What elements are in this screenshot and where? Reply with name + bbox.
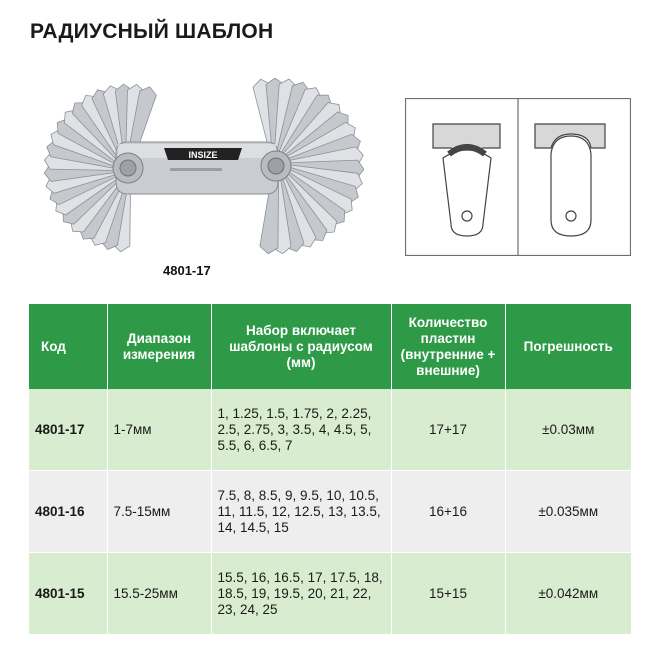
screw-right: [261, 151, 291, 181]
usage-diagram: [405, 98, 631, 256]
table-row: [29, 471, 631, 553]
cell-range: 1-7мм: [107, 389, 211, 471]
cell-range: 7.5-15мм: [107, 471, 211, 553]
cell-plates: 16+16: [391, 471, 505, 553]
cell-radii: 1, 1.25, 1.5, 1.75, 2, 2.25, 2.5, 2.75, 3, 3.5, 4, 4.5, 5, 5.5, 6, 6.5, 7: [211, 389, 391, 471]
radius-gauge-photo: [36, 78, 376, 258]
header-plates: Количество пластин (внутренние + внешние): [391, 304, 505, 389]
header-radii: Набор включает шаблоны с радиусом (мм): [211, 304, 391, 389]
header-code: Код: [29, 304, 107, 389]
cell-code: 4801-15: [29, 553, 107, 635]
table-header-row: [29, 304, 631, 389]
cell-range: 15.5-25мм: [107, 553, 211, 635]
spec-table: [29, 304, 631, 634]
product-code-caption: 4801-17: [163, 263, 211, 278]
cell-radii: 7.5, 8, 8.5, 9, 9.5, 10, 10.5, 11, 11.5, 12, 12.5, 13, 13.5, 14, 14.5, 15: [211, 471, 391, 553]
brand-logo: INSIZE: [188, 150, 218, 160]
cell-accuracy: ±0.042мм: [505, 553, 631, 635]
cell-accuracy: ±0.03мм: [505, 389, 631, 471]
cell-radii: 15.5, 16, 16.5, 17, 17.5, 18, 18.5, 19, 19.5, 20, 21, 22, 23, 24, 25: [211, 553, 391, 635]
header-accuracy: Погрешность: [505, 304, 631, 389]
page-title: РАДИУСНЫЙ ШАБЛОН: [30, 20, 274, 43]
cell-code: 4801-16: [29, 471, 107, 553]
table-row: [29, 553, 631, 635]
screw-left: [113, 153, 143, 183]
cell-plates: 17+17: [391, 389, 505, 471]
cell-plates: 15+15: [391, 553, 505, 635]
header-range: Диапазон измерения: [107, 304, 211, 389]
cell-code: 4801-17: [29, 389, 107, 471]
table-row: [29, 389, 631, 471]
cell-accuracy: ±0.035мм: [505, 471, 631, 553]
